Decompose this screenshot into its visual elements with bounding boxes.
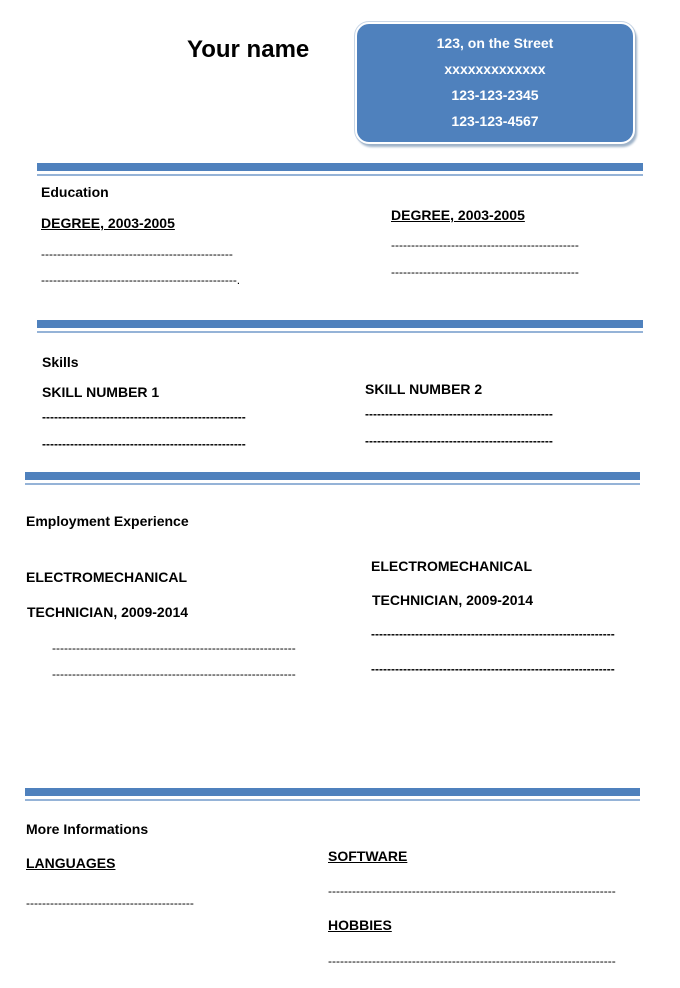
education-degree-left: DEGREE, 2003-2005 [41, 215, 175, 231]
employment-detail-right: TECHNICIAN, 2009-2014 [372, 592, 534, 608]
contact-address: 123, on the Street [436, 35, 554, 51]
employment-line-left-2: ------------------------------------------------------------- [52, 667, 296, 681]
languages-line: ------------------------------------------ [26, 896, 194, 910]
education-title: Education [41, 184, 109, 200]
education-degree-right: DEGREE, 2003-2005 [391, 207, 525, 223]
section-divider [25, 788, 640, 801]
hobbies-heading: HOBBIES [328, 917, 392, 933]
employment-line-right-1: ------------------------------------------------------------- [371, 627, 615, 641]
employment-line-right-2: ------------------------------------------------------------- [371, 662, 615, 676]
section-divider [25, 472, 640, 485]
skills-title: Skills [42, 354, 79, 370]
education-line-left-1: ------------------------------------------------ [41, 247, 233, 261]
skill-line-right-2: ----------------------------------------------- [365, 434, 553, 448]
software-heading: SOFTWARE [328, 848, 408, 864]
more-info-title: More Informations [26, 821, 149, 837]
hobbies-line: ------------------------------------------------------------------------ [328, 954, 616, 968]
contact-phone-1: 123-123-2345 [451, 87, 539, 103]
skill-right: SKILL NUMBER 2 [365, 381, 483, 397]
employment-detail-left: TECHNICIAN, 2009-2014 [27, 604, 189, 620]
education-line-right-2: ----------------------------------------------- [391, 265, 579, 279]
section-divider [37, 320, 643, 333]
resume-name: Your name [187, 36, 310, 63]
employment-title: Employment Experience [26, 513, 189, 529]
employment-line-left-1: ------------------------------------------------------------- [52, 641, 296, 655]
contact-phone-2: 123-123-4567 [451, 113, 539, 129]
section-divider [37, 163, 643, 176]
skill-line-left-2: --------------------------------------------------- [42, 437, 246, 451]
employment-role-left: ELECTROMECHANICAL [26, 569, 187, 585]
employment-role-right: ELECTROMECHANICAL [371, 558, 532, 574]
skill-left: SKILL NUMBER 1 [42, 384, 160, 400]
skill-line-left-1: --------------------------------------------------- [42, 410, 246, 424]
contact-email: xxxxxxxxxxxxx [444, 61, 546, 77]
languages-heading: LANGUAGES [26, 855, 116, 871]
contact-box [355, 22, 635, 144]
education-line-right-1: ----------------------------------------------- [391, 238, 579, 252]
software-line: ------------------------------------------------------------------------ [328, 884, 616, 898]
skill-line-right-1: ----------------------------------------------- [365, 407, 553, 421]
education-line-left-2: -------------------------------------------------. [41, 273, 241, 287]
